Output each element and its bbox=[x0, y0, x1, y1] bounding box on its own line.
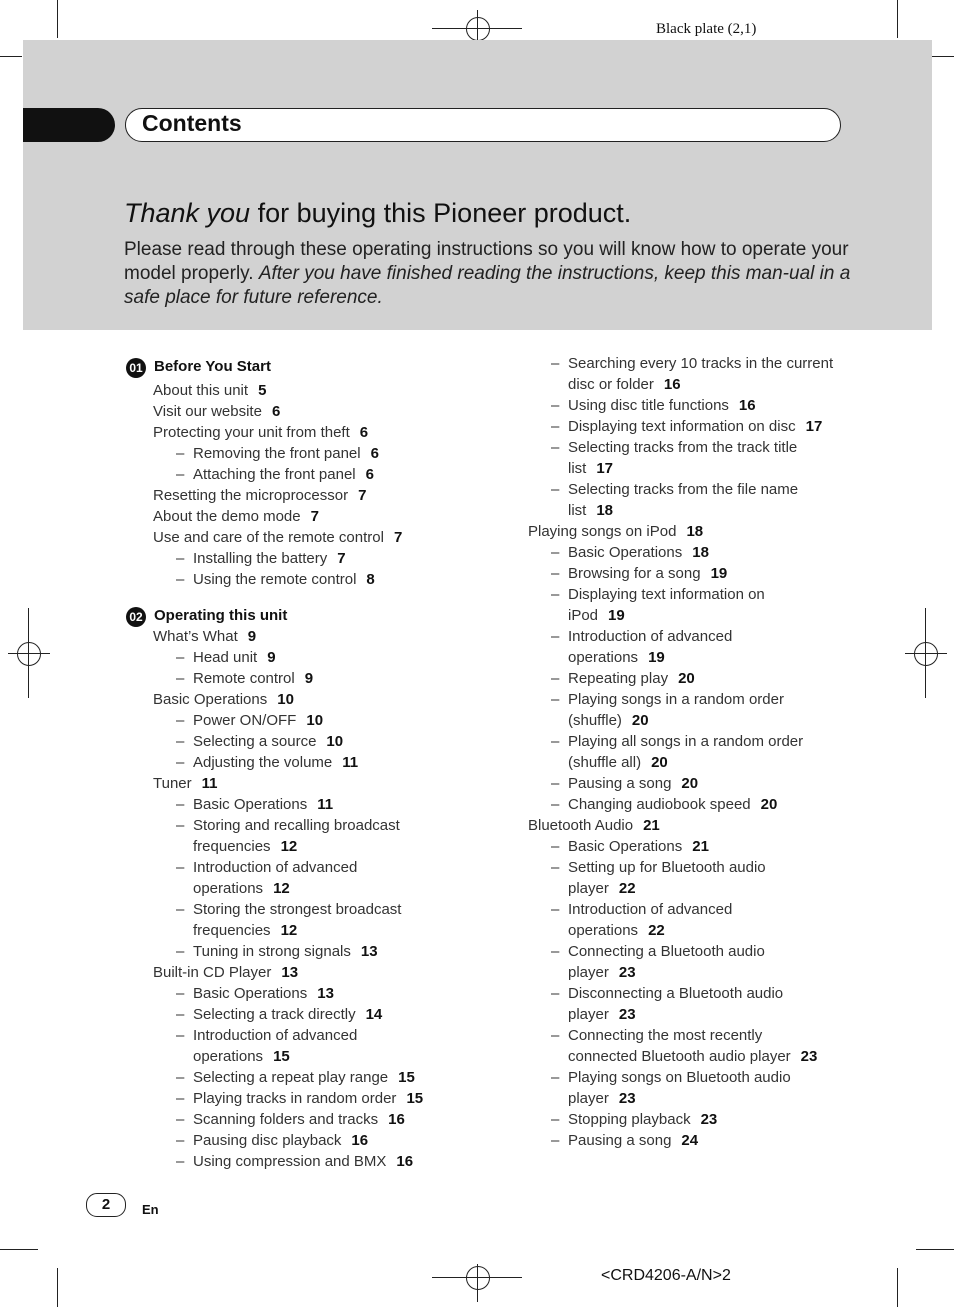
toc-entry-title: Selecting a source bbox=[193, 733, 317, 750]
toc-entry bbox=[176, 1067, 415, 1088]
toc-entry bbox=[176, 815, 400, 836]
toc-dash: – bbox=[551, 439, 560, 456]
toc-entry-title: Playing all songs in a random order bbox=[568, 733, 804, 750]
toc-entry-page: 10 bbox=[326, 733, 344, 750]
toc-entry-title: Playing songs on iPod bbox=[528, 523, 677, 540]
registration-circle-icon bbox=[914, 642, 938, 666]
toc-entry bbox=[551, 395, 756, 416]
toc-entry bbox=[568, 752, 668, 773]
toc-entry-page: 18 bbox=[596, 502, 614, 519]
toc-entry-page: 19 bbox=[608, 607, 625, 624]
toc-entry-title: Removing the front panel bbox=[193, 445, 361, 462]
toc-entry bbox=[568, 647, 665, 668]
toc-entry-page: 10 bbox=[277, 691, 294, 708]
toc-entry-title: Built-in CD Player bbox=[153, 964, 272, 981]
section-number-badge: 02 bbox=[126, 607, 146, 627]
toc-entry-page: 15 bbox=[398, 1069, 415, 1086]
crop-mark bbox=[57, 0, 58, 38]
toc-entry bbox=[153, 773, 218, 794]
toc-entry bbox=[193, 878, 290, 899]
toc-entry-page: 16 bbox=[396, 1153, 414, 1170]
toc-entry-page: 6 bbox=[359, 424, 369, 441]
toc-entry-page: 20 bbox=[681, 775, 699, 792]
section-heading: Before You Start bbox=[154, 358, 271, 375]
toc-entry-title: Connecting a Bluetooth audio bbox=[568, 943, 765, 960]
toc-entry bbox=[551, 668, 695, 689]
toc-dash: – bbox=[176, 859, 185, 876]
toc-entry-page: 6 bbox=[271, 403, 281, 420]
toc-entry bbox=[193, 1046, 290, 1067]
toc-dash: – bbox=[551, 796, 560, 813]
toc-dash: – bbox=[551, 943, 560, 960]
toc-entry-page: 17 bbox=[596, 460, 614, 477]
toc-entry-page: 22 bbox=[648, 922, 665, 939]
toc-entry bbox=[568, 878, 636, 899]
toc-entry bbox=[528, 815, 660, 836]
toc-entry bbox=[176, 548, 346, 569]
registration-circle-icon bbox=[17, 642, 41, 666]
page-number: 2 bbox=[86, 1193, 126, 1217]
toc-entry-page: 7 bbox=[393, 529, 403, 546]
toc-entry-title: (shuffle all) bbox=[568, 754, 642, 771]
toc-entry-page: 5 bbox=[258, 382, 267, 399]
toc-entry bbox=[568, 1046, 817, 1067]
toc-entry bbox=[176, 710, 324, 731]
toc-entry-title: Changing audiobook speed bbox=[568, 796, 751, 813]
toc-dash: – bbox=[176, 712, 185, 729]
section-tab-marker bbox=[23, 108, 115, 142]
toc-dash: – bbox=[551, 1111, 560, 1128]
toc-entry-page: 13 bbox=[317, 985, 334, 1002]
toc-entry bbox=[551, 857, 766, 878]
toc-dash: – bbox=[551, 397, 560, 414]
toc-dash: – bbox=[176, 445, 185, 462]
toc-entry bbox=[551, 626, 733, 647]
toc-dash: – bbox=[176, 985, 185, 1002]
toc-dash: – bbox=[551, 775, 560, 792]
toc-entry-page: 12 bbox=[280, 922, 298, 939]
toc-entry-title: Playing songs in a random order bbox=[568, 691, 784, 708]
toc-entry-page: 18 bbox=[686, 523, 704, 540]
toc-entry-page: 20 bbox=[651, 754, 668, 771]
crop-mark bbox=[0, 56, 22, 57]
toc-dash: – bbox=[176, 1111, 185, 1128]
section-title: Contents bbox=[142, 110, 242, 136]
toc-entry-page: 23 bbox=[618, 964, 636, 981]
toc-entry bbox=[568, 500, 613, 521]
toc-entry-page: 18 bbox=[692, 544, 709, 561]
document-code: <CRD4206-A/N>2 bbox=[601, 1267, 731, 1284]
toc-entry-title: list bbox=[568, 460, 587, 477]
toc-entry bbox=[153, 962, 298, 983]
toc-entry bbox=[551, 479, 799, 500]
toc-entry-page: 23 bbox=[618, 1006, 636, 1023]
toc-entry-page: 8 bbox=[366, 571, 375, 588]
toc-entry bbox=[153, 485, 366, 506]
toc-entry-title: player bbox=[568, 1090, 609, 1107]
toc-entry bbox=[568, 962, 636, 983]
toc-entry-title: Introduction of advanced bbox=[193, 859, 358, 876]
headline-rest: for buying this Pioneer product. bbox=[250, 198, 632, 228]
toc-entry bbox=[176, 1109, 405, 1130]
toc-dash: – bbox=[176, 550, 185, 567]
toc-entry-title: Playing tracks in random order bbox=[193, 1090, 397, 1107]
crop-mark bbox=[897, 0, 898, 38]
toc-entry bbox=[551, 899, 733, 920]
toc-entry-title: operations bbox=[568, 649, 639, 666]
toc-entry bbox=[176, 983, 334, 1004]
toc-dash: – bbox=[551, 901, 560, 918]
toc-entry-page: 19 bbox=[710, 565, 728, 582]
toc-entry-page: 19 bbox=[648, 649, 665, 666]
toc-entry-title: Basic Operations bbox=[193, 796, 308, 813]
toc-dash: – bbox=[551, 733, 560, 750]
toc-entry bbox=[551, 437, 798, 458]
toc-entry-title: player bbox=[568, 880, 609, 897]
toc-entry-title: Tuning in strong signals bbox=[193, 943, 351, 960]
plate-label: Black plate (2,1) bbox=[656, 21, 757, 37]
toc-dash: – bbox=[176, 943, 185, 960]
toc-entry-title: Stopping playback bbox=[568, 1111, 691, 1128]
toc-entry-title: Pausing a song bbox=[568, 775, 672, 792]
toc-entry-page: 20 bbox=[678, 670, 695, 687]
toc-dash: – bbox=[176, 733, 185, 750]
toc-dash: – bbox=[551, 985, 560, 1002]
toc-entry-page: 23 bbox=[618, 1090, 636, 1107]
toc-entry-page: 17 bbox=[805, 418, 823, 435]
toc-entry-title: Using the remote control bbox=[193, 571, 357, 588]
toc-entry-title: Using disc title functions bbox=[568, 397, 729, 414]
toc-entry-title: player bbox=[568, 964, 609, 981]
toc-dash: – bbox=[176, 1153, 185, 1170]
toc-dash: – bbox=[176, 1027, 185, 1044]
toc-entry-page: 16 bbox=[738, 397, 756, 414]
toc-dash: – bbox=[551, 1069, 560, 1086]
toc-entry-page: 15 bbox=[273, 1048, 290, 1065]
toc-entry-title: Power ON/OFF bbox=[193, 712, 297, 729]
toc-dash: – bbox=[551, 565, 560, 582]
toc-entry-title: Bluetooth Audio bbox=[528, 817, 634, 834]
toc-entry-title: Using compression and BMX bbox=[193, 1153, 387, 1170]
crop-mark bbox=[897, 1268, 898, 1307]
toc-entry bbox=[568, 1004, 636, 1025]
toc-entry-title: Basic Operations bbox=[568, 838, 683, 855]
toc-entry bbox=[551, 983, 784, 1004]
toc-entry-title: iPod bbox=[568, 607, 599, 624]
toc-dash: – bbox=[176, 670, 185, 687]
toc-entry bbox=[176, 752, 359, 773]
section-heading: Operating this unit bbox=[154, 607, 288, 624]
toc-entry-title: Displaying text information on bbox=[568, 586, 765, 603]
toc-entry-title: Pausing disc playback bbox=[193, 1132, 342, 1149]
toc-dash: – bbox=[551, 481, 560, 498]
toc-entry bbox=[176, 647, 276, 668]
toc-dash: – bbox=[551, 355, 560, 372]
toc-entry-title: Resetting the microprocessor bbox=[153, 487, 349, 504]
toc-entry bbox=[551, 773, 699, 794]
toc-entry bbox=[551, 1109, 718, 1130]
toc-entry-page: 21 bbox=[692, 838, 709, 855]
toc-entry-title: Basic Operations bbox=[153, 691, 268, 708]
intro-paragraph bbox=[124, 238, 854, 310]
toc-entry-page: 24 bbox=[681, 1132, 699, 1149]
toc-entry-title: Browsing for a song bbox=[568, 565, 701, 582]
toc-entry bbox=[551, 353, 834, 374]
toc-entry bbox=[176, 941, 378, 962]
toc-entry-title: Remote control bbox=[193, 670, 295, 687]
toc-entry-page: 20 bbox=[631, 712, 649, 729]
toc-dash: – bbox=[551, 670, 560, 687]
toc-entry-page: 7 bbox=[358, 487, 367, 504]
toc-entry-title: Pausing a song bbox=[568, 1132, 672, 1149]
toc-entry-title: About the demo mode bbox=[153, 508, 301, 525]
toc-entry bbox=[568, 605, 625, 626]
toc-entry-title: Basic Operations bbox=[193, 985, 308, 1002]
toc-dash: – bbox=[551, 418, 560, 435]
toc-entry-page: 11 bbox=[317, 796, 334, 813]
language-code: En bbox=[142, 1202, 159, 1217]
toc-dash: – bbox=[176, 796, 185, 813]
toc-entry bbox=[551, 563, 728, 584]
toc-entry-page: 9 bbox=[247, 628, 257, 645]
toc-dash: – bbox=[176, 1069, 185, 1086]
toc-entry bbox=[551, 836, 709, 857]
toc-entry-page: 12 bbox=[280, 838, 298, 855]
toc-entry-title: Setting up for Bluetooth audio bbox=[568, 859, 766, 876]
toc-entry-title: Basic Operations bbox=[568, 544, 683, 561]
registration-circle-icon bbox=[466, 17, 490, 41]
toc-entry-page: 15 bbox=[406, 1090, 424, 1107]
toc-entry bbox=[568, 710, 649, 731]
toc-dash: – bbox=[551, 544, 560, 561]
toc-entry-page: 9 bbox=[267, 649, 276, 666]
toc-entry-title: Adjusting the volume bbox=[193, 754, 333, 771]
toc-dash: – bbox=[551, 628, 560, 645]
toc-entry-title: Selecting a repeat play range bbox=[193, 1069, 389, 1086]
toc-entry bbox=[176, 731, 344, 752]
toc-entry-title: player bbox=[568, 1006, 609, 1023]
toc-entry-title: About this unit bbox=[153, 382, 249, 399]
toc-entry bbox=[551, 731, 804, 752]
toc-entry-page: 23 bbox=[700, 1111, 718, 1128]
toc-entry-title: Introduction of advanced bbox=[568, 628, 733, 645]
toc-entry-page: 12 bbox=[273, 880, 290, 897]
toc-entry-page: 13 bbox=[281, 964, 299, 981]
toc-entry-title: Storing and recalling broadcast bbox=[193, 817, 400, 834]
toc-entry-title: Selecting tracks from the file name bbox=[568, 481, 799, 498]
toc-dash: – bbox=[551, 1132, 560, 1149]
toc-dash: – bbox=[551, 859, 560, 876]
toc-entry bbox=[568, 1088, 636, 1109]
toc-entry bbox=[551, 689, 784, 710]
toc-entry-title: Introduction of advanced bbox=[568, 901, 733, 918]
toc-entry-title: Head unit bbox=[193, 649, 258, 666]
toc-entry-page: 16 bbox=[351, 1132, 369, 1149]
toc-entry-title: Introduction of advanced bbox=[193, 1027, 358, 1044]
toc-entry bbox=[176, 899, 402, 920]
toc-entry-page: 7 bbox=[337, 550, 346, 567]
toc-entry-page: 14 bbox=[365, 1006, 383, 1023]
toc-dash: – bbox=[176, 1132, 185, 1149]
toc-entry-title: operations bbox=[568, 922, 639, 939]
toc-entry-title: Visit our website bbox=[153, 403, 262, 420]
toc-entry bbox=[176, 1088, 424, 1109]
crop-mark bbox=[57, 1268, 58, 1307]
toc-entry bbox=[551, 542, 709, 563]
toc-entry bbox=[551, 584, 765, 605]
toc-entry-page: 21 bbox=[643, 817, 660, 834]
toc-entry-page: 22 bbox=[618, 880, 636, 897]
toc-entry-page: 23 bbox=[800, 1048, 818, 1065]
toc-entry-title: frequencies bbox=[193, 922, 271, 939]
toc-entry bbox=[193, 836, 297, 857]
toc-entry-page: 9 bbox=[304, 670, 314, 687]
toc-entry-title: Selecting tracks from the track title bbox=[568, 439, 798, 456]
toc-dash: – bbox=[176, 649, 185, 666]
toc-entry bbox=[528, 521, 703, 542]
toc-entry bbox=[176, 464, 374, 485]
toc-entry-page: 11 bbox=[342, 754, 359, 771]
toc-entry-title: list bbox=[568, 502, 587, 519]
toc-dash: – bbox=[551, 1027, 560, 1044]
toc-entry-title: Scanning folders and tracks bbox=[193, 1111, 379, 1128]
toc-entry bbox=[176, 668, 314, 689]
toc-entry-page: 13 bbox=[360, 943, 378, 960]
toc-entry bbox=[153, 422, 368, 443]
headline bbox=[124, 198, 631, 229]
toc-entry-title: connected Bluetooth audio player bbox=[568, 1048, 791, 1065]
toc-entry-page: 16 bbox=[663, 376, 681, 393]
toc-dash: – bbox=[551, 691, 560, 708]
toc-entry bbox=[153, 527, 402, 548]
crop-mark bbox=[932, 56, 954, 57]
toc-entry bbox=[153, 380, 266, 401]
toc-entry bbox=[176, 1025, 358, 1046]
toc-entry bbox=[551, 794, 778, 815]
toc-entry bbox=[176, 1151, 414, 1172]
toc-entry-title: Installing the battery bbox=[193, 550, 328, 567]
section-number-badge: 01 bbox=[126, 358, 146, 378]
toc-entry bbox=[176, 443, 379, 464]
toc-entry bbox=[551, 1025, 763, 1046]
toc-entry-title: Tuner bbox=[153, 775, 192, 792]
toc-entry bbox=[153, 401, 280, 422]
toc-dash: – bbox=[176, 571, 185, 588]
toc-entry-title: frequencies bbox=[193, 838, 271, 855]
intro-normal: Please read through these operating instructions so you will know how to operate your model properly. bbox=[124, 239, 849, 284]
toc-entry-title: Selecting a track directly bbox=[193, 1006, 356, 1023]
toc-entry bbox=[176, 857, 358, 878]
toc-entry-title: disc or folder bbox=[568, 376, 654, 393]
toc-entry bbox=[551, 1130, 699, 1151]
toc-entry bbox=[568, 374, 681, 395]
toc-dash: – bbox=[176, 466, 185, 483]
toc-entry-page: 7 bbox=[310, 508, 319, 525]
toc-dash: – bbox=[551, 586, 560, 603]
toc-entry bbox=[176, 794, 334, 815]
toc-dash: – bbox=[176, 1006, 185, 1023]
crop-mark bbox=[916, 1249, 954, 1250]
toc-entry-title: (shuffle) bbox=[568, 712, 622, 729]
toc-entry-title: Searching every 10 tracks in the current bbox=[568, 355, 834, 372]
toc-entry bbox=[176, 1130, 369, 1151]
toc-entry-title: Use and care of the remote control bbox=[153, 529, 384, 546]
toc-entry bbox=[153, 626, 256, 647]
toc-entry-title: Connecting the most recently bbox=[568, 1027, 763, 1044]
toc-entry bbox=[551, 416, 823, 437]
toc-entry-page: 6 bbox=[370, 445, 379, 462]
toc-entry-page: 20 bbox=[760, 796, 778, 813]
toc-entry bbox=[153, 689, 294, 710]
toc-entry-title: Repeating play bbox=[568, 670, 669, 687]
registration-circle-icon bbox=[466, 1266, 490, 1290]
toc-entry bbox=[153, 506, 319, 527]
toc-entry-title: Playing songs on Bluetooth audio bbox=[568, 1069, 791, 1086]
toc-entry-title: Protecting your unit from theft bbox=[153, 424, 350, 441]
toc-entry bbox=[568, 458, 613, 479]
toc-entry-title: operations bbox=[193, 880, 264, 897]
toc-entry-title: Storing the strongest broadcast bbox=[193, 901, 402, 918]
toc-entry-title: What’s What bbox=[153, 628, 238, 645]
toc-entry-page: 16 bbox=[388, 1111, 405, 1128]
toc-entry bbox=[568, 920, 665, 941]
toc-dash: – bbox=[176, 817, 185, 834]
toc-entry bbox=[176, 1004, 383, 1025]
toc-entry-title: Disconnecting a Bluetooth audio bbox=[568, 985, 784, 1002]
toc-dash: – bbox=[176, 754, 185, 771]
toc-entry-title: Displaying text information on disc bbox=[568, 418, 796, 435]
intro-emphasis: After you have finished reading the instructions, keep this man-ual in a safe place for future reference. bbox=[124, 263, 851, 308]
toc-entry bbox=[551, 941, 765, 962]
crop-mark bbox=[0, 1249, 38, 1250]
toc-entry-page: 10 bbox=[306, 712, 324, 729]
toc-entry bbox=[193, 920, 297, 941]
toc-entry-page: 11 bbox=[201, 775, 218, 792]
toc-entry bbox=[551, 1067, 791, 1088]
toc-entry bbox=[176, 569, 375, 590]
toc-dash: – bbox=[176, 901, 185, 918]
toc-dash: – bbox=[176, 1090, 185, 1107]
toc-dash: – bbox=[551, 838, 560, 855]
toc-entry-title: Attaching the front panel bbox=[193, 466, 356, 483]
toc-entry-title: operations bbox=[193, 1048, 264, 1065]
headline-emphasis: Thank you bbox=[124, 198, 251, 228]
toc-entry-page: 6 bbox=[365, 466, 374, 483]
